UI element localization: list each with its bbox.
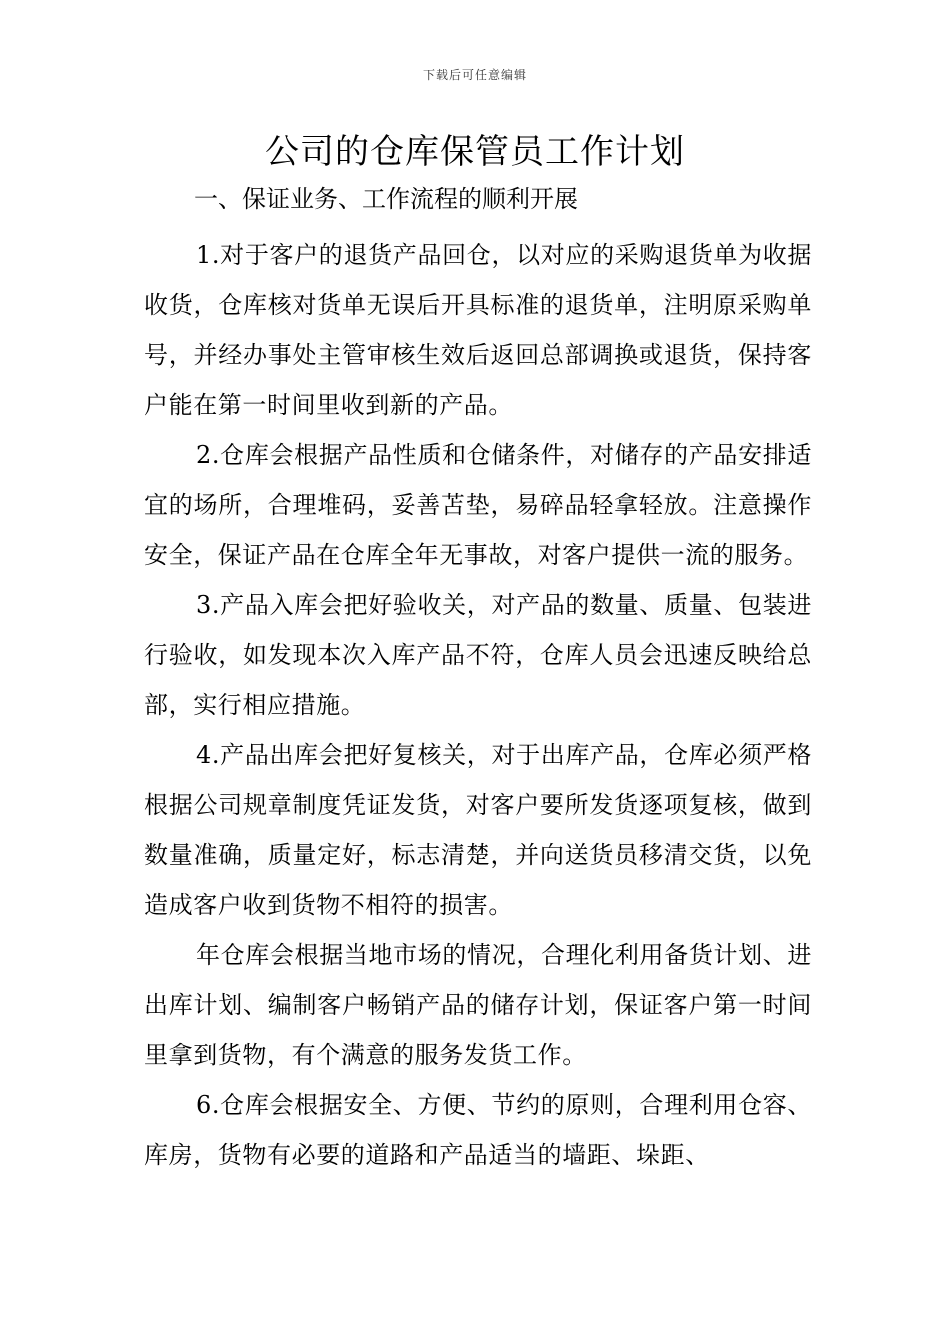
paragraph-1: 1.对于客户的退货产品回仓，以对应的采购退货单为收据收货，仓库核对货单无误后开具标准的退货单，注明原采购单号，并经办事处主管审核生效后返回总部调换或退货，保持客户能在第一时间里收到新的产品。 bbox=[144, 241, 812, 419]
paragraph-5: 年仓库会根据当地市场的情况，合理化利用备货计划、进出库计划、编制客户畅销产品的储存计划，保证客户第一时间里拿到货物，有个满意的服务发货工作。 bbox=[144, 941, 812, 1069]
document-title: 公司的仓库保管员工作计划 bbox=[265, 132, 685, 172]
paragraph-6: 6.仓库会根据安全、方便、节约的原则，合理利用仓容、库房，货物有必要的道路和产品适当的墙距、垛距、 bbox=[144, 1091, 812, 1169]
paragraph-2: 2.仓库会根据产品性质和仓储条件，对储存的产品安排适宜的场所，合理堆码，妥善苫垫，易碎品轻拿轻放。注意操作安全，保证产品在仓库全年无事故，对客户提供一流的服务。 bbox=[144, 441, 812, 569]
body-text bbox=[144, 230, 812, 1180]
header-note: 下载后可任意编辑 bbox=[422, 68, 527, 82]
section-heading: 一、保证业务、工作流程的顺利开展 bbox=[194, 185, 578, 213]
paragraph-3: 3.产品入库会把好验收关，对产品的数量、质量、包装进行验收，如发现本次入库产品不符，仓库人员会迅速反映给总部，实行相应措施。 bbox=[144, 591, 812, 719]
paragraph-4: 4.产品出库会把好复核关，对于出库产品，仓库必须严格根据公司规章制度凭证发货，对客户要所发货逐项复核，做到数量准确，质量定好，标志清楚，并向送货员移清交货，以免造成客户收到货物不相符的损害。 bbox=[144, 741, 812, 919]
